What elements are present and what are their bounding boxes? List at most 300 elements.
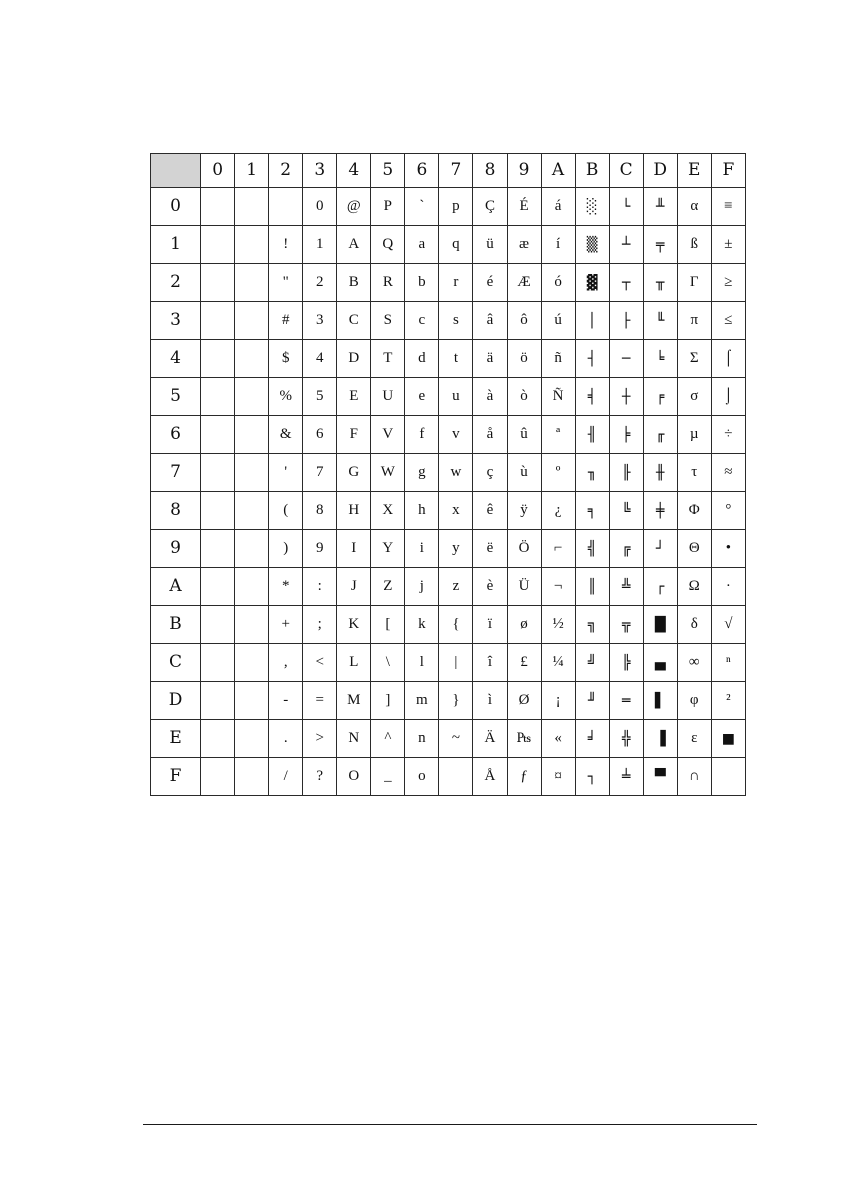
char-cell: ¿	[541, 492, 575, 530]
char-cell: ∩	[677, 758, 711, 796]
char-cell: 7	[303, 454, 337, 492]
char-cell: E	[337, 378, 371, 416]
char-cell: σ	[677, 378, 711, 416]
char-cell: ▐	[643, 720, 677, 758]
char-cell: ì	[473, 682, 507, 720]
char-cell	[201, 226, 235, 264]
char-cell: ê	[473, 492, 507, 530]
char-cell: I	[337, 530, 371, 568]
char-cell: æ	[507, 226, 541, 264]
column-header: C	[609, 154, 643, 188]
char-cell: :	[303, 568, 337, 606]
char-cell: 0	[303, 188, 337, 226]
char-cell: ╝	[575, 644, 609, 682]
char-cell: ÷	[711, 416, 745, 454]
char-cell: â	[473, 302, 507, 340]
char-cell: ╢	[575, 416, 609, 454]
char-cell: F	[337, 416, 371, 454]
char-cell	[201, 644, 235, 682]
char-cell: ú	[541, 302, 575, 340]
character-set-table	[150, 153, 746, 796]
char-cell: ]	[371, 682, 405, 720]
char-cell: _	[371, 758, 405, 796]
char-cell: ▀	[643, 758, 677, 796]
char-cell: J	[337, 568, 371, 606]
char-cell: 3	[303, 302, 337, 340]
column-header: 8	[473, 154, 507, 188]
row-header: D	[151, 682, 201, 720]
char-cell: è	[473, 568, 507, 606]
row-header: 5	[151, 378, 201, 416]
char-cell: •	[711, 530, 745, 568]
char-cell	[235, 568, 269, 606]
char-cell: ⌐	[541, 530, 575, 568]
char-cell: {	[439, 606, 473, 644]
char-cell: #	[269, 302, 303, 340]
char-cell: |	[439, 644, 473, 682]
row-header: E	[151, 720, 201, 758]
char-cell: ╞	[609, 416, 643, 454]
char-cell: ÿ	[507, 492, 541, 530]
table-row	[151, 188, 746, 226]
char-cell: d	[405, 340, 439, 378]
char-cell: ^	[371, 720, 405, 758]
char-cell: ƒ	[507, 758, 541, 796]
column-header: 6	[405, 154, 439, 188]
char-cell: Å	[473, 758, 507, 796]
char-cell: K	[337, 606, 371, 644]
char-cell: û	[507, 416, 541, 454]
char-cell: 8	[303, 492, 337, 530]
char-cell: ¡	[541, 682, 575, 720]
column-header: 1	[235, 154, 269, 188]
char-cell: >	[303, 720, 337, 758]
char-cell: %	[269, 378, 303, 416]
table-row	[151, 758, 746, 796]
char-cell: o	[405, 758, 439, 796]
char-cell: ╙	[643, 302, 677, 340]
char-cell: ò	[507, 378, 541, 416]
char-cell	[235, 226, 269, 264]
row-header: C	[151, 644, 201, 682]
char-cell: ß	[677, 226, 711, 264]
row-header: 6	[151, 416, 201, 454]
char-cell: └	[609, 188, 643, 226]
table-row	[151, 226, 746, 264]
char-cell	[201, 188, 235, 226]
char-cell: Γ	[677, 264, 711, 302]
table-row	[151, 606, 746, 644]
char-cell: y	[439, 530, 473, 568]
column-header: 5	[371, 154, 405, 188]
column-header: 2	[269, 154, 303, 188]
char-cell: ∞	[677, 644, 711, 682]
char-cell: "	[269, 264, 303, 302]
char-cell: f	[405, 416, 439, 454]
char-cell: π	[677, 302, 711, 340]
char-cell: Θ	[677, 530, 711, 568]
char-cell: ╟	[609, 454, 643, 492]
char-cell: 1	[303, 226, 337, 264]
char-cell: ╗	[575, 606, 609, 644]
char-cell: ┬	[609, 264, 643, 302]
char-cell: Y	[371, 530, 405, 568]
char-cell: τ	[677, 454, 711, 492]
char-cell: °	[711, 492, 745, 530]
char-cell: │	[575, 302, 609, 340]
char-cell: e	[405, 378, 439, 416]
char-cell: L	[337, 644, 371, 682]
char-cell: ≈	[711, 454, 745, 492]
char-cell: ╨	[643, 188, 677, 226]
char-cell	[201, 682, 235, 720]
char-cell: ₧	[507, 720, 541, 758]
char-cell: g	[405, 454, 439, 492]
char-cell: +	[269, 606, 303, 644]
char-cell: ╧	[609, 758, 643, 796]
char-cell	[235, 340, 269, 378]
char-cell: ó	[541, 264, 575, 302]
char-cell: ╜	[575, 682, 609, 720]
char-cell: ╓	[643, 416, 677, 454]
char-cell: )	[269, 530, 303, 568]
char-cell: P	[371, 188, 405, 226]
char-cell: (	[269, 492, 303, 530]
char-cell: ~	[439, 720, 473, 758]
char-cell: T	[371, 340, 405, 378]
char-cell	[235, 264, 269, 302]
char-cell	[235, 492, 269, 530]
char-cell	[201, 454, 235, 492]
char-cell: ╒	[643, 378, 677, 416]
column-header: B	[575, 154, 609, 188]
char-cell	[201, 340, 235, 378]
char-cell	[235, 454, 269, 492]
row-header: F	[151, 758, 201, 796]
char-cell	[201, 492, 235, 530]
char-cell: S	[371, 302, 405, 340]
char-cell: -	[269, 682, 303, 720]
column-header: A	[541, 154, 575, 188]
char-cell: ä	[473, 340, 507, 378]
char-cell	[201, 606, 235, 644]
char-cell: }	[439, 682, 473, 720]
char-cell: .	[269, 720, 303, 758]
column-header: 4	[337, 154, 371, 188]
char-cell: D	[337, 340, 371, 378]
char-cell: ╘	[643, 340, 677, 378]
char-cell: ┼	[609, 378, 643, 416]
char-cell	[235, 302, 269, 340]
char-cell	[235, 606, 269, 644]
char-cell: W	[371, 454, 405, 492]
char-cell: «	[541, 720, 575, 758]
char-cell: δ	[677, 606, 711, 644]
char-cell: ┤	[575, 340, 609, 378]
char-cell	[235, 416, 269, 454]
char-cell: ≡	[711, 188, 745, 226]
corner-cell	[151, 154, 201, 188]
char-cell: ≥	[711, 264, 745, 302]
char-cell: v	[439, 416, 473, 454]
char-cell: ;	[303, 606, 337, 644]
char-cell: x	[439, 492, 473, 530]
char-cell: ╠	[609, 644, 643, 682]
row-header: 9	[151, 530, 201, 568]
table-row	[151, 378, 746, 416]
row-header: 3	[151, 302, 201, 340]
char-cell: /	[269, 758, 303, 796]
row-header: 1	[151, 226, 201, 264]
char-cell: µ	[677, 416, 711, 454]
char-cell: ╕	[575, 492, 609, 530]
char-cell: ╡	[575, 378, 609, 416]
char-cell: m	[405, 682, 439, 720]
char-cell: ²	[711, 682, 745, 720]
char-cell: <	[303, 644, 337, 682]
char-cell: º	[541, 454, 575, 492]
table-row	[151, 340, 746, 378]
char-cell: É	[507, 188, 541, 226]
table-row	[151, 644, 746, 682]
char-cell: \	[371, 644, 405, 682]
char-cell: ½	[541, 606, 575, 644]
char-cell	[235, 188, 269, 226]
char-cell	[439, 758, 473, 796]
char-cell: ░	[575, 188, 609, 226]
table-row	[151, 568, 746, 606]
char-cell: $	[269, 340, 303, 378]
column-header: E	[677, 154, 711, 188]
char-cell: ù	[507, 454, 541, 492]
char-cell: A	[337, 226, 371, 264]
char-cell: Q	[371, 226, 405, 264]
char-cell: ╦	[609, 606, 643, 644]
row-header: B	[151, 606, 201, 644]
char-cell: ╫	[643, 454, 677, 492]
char-cell: ═	[609, 682, 643, 720]
footer-rule	[143, 1124, 757, 1125]
char-cell: ╬	[609, 720, 643, 758]
char-cell: c	[405, 302, 439, 340]
char-cell: M	[337, 682, 371, 720]
char-cell: 2	[303, 264, 337, 302]
row-header: 8	[151, 492, 201, 530]
char-cell	[269, 188, 303, 226]
char-cell: Ñ	[541, 378, 575, 416]
char-cell	[201, 416, 235, 454]
char-cell: ⌠	[711, 340, 745, 378]
char-cell: ╔	[609, 530, 643, 568]
column-header: 7	[439, 154, 473, 188]
column-header: 9	[507, 154, 541, 188]
char-cell: ô	[507, 302, 541, 340]
char-cell: ·	[711, 568, 745, 606]
char-cell: ╥	[643, 264, 677, 302]
char-cell: í	[541, 226, 575, 264]
char-cell: Z	[371, 568, 405, 606]
char-cell: ╩	[609, 568, 643, 606]
char-cell	[235, 758, 269, 796]
char-cell: R	[371, 264, 405, 302]
char-cell: n	[405, 720, 439, 758]
char-cell: H	[337, 492, 371, 530]
char-cell: ■	[711, 720, 745, 758]
char-cell: @	[337, 188, 371, 226]
row-header: 2	[151, 264, 201, 302]
char-cell: u	[439, 378, 473, 416]
char-cell: [	[371, 606, 405, 644]
row-header: 7	[151, 454, 201, 492]
char-cell: á	[541, 188, 575, 226]
char-cell: 5	[303, 378, 337, 416]
char-cell: √	[711, 606, 745, 644]
char-cell	[235, 378, 269, 416]
char-cell: à	[473, 378, 507, 416]
char-cell: U	[371, 378, 405, 416]
char-cell: ╛	[575, 720, 609, 758]
column-header-row	[151, 154, 746, 188]
char-cell: î	[473, 644, 507, 682]
char-cell: 9	[303, 530, 337, 568]
char-cell: Ω	[677, 568, 711, 606]
char-cell: Ö	[507, 530, 541, 568]
char-cell: å	[473, 416, 507, 454]
table-row	[151, 264, 746, 302]
char-cell: a	[405, 226, 439, 264]
char-cell: ç	[473, 454, 507, 492]
table-row	[151, 302, 746, 340]
char-cell: N	[337, 720, 371, 758]
char-cell: ë	[473, 530, 507, 568]
char-cell: j	[405, 568, 439, 606]
table-row	[151, 492, 746, 530]
char-cell: G	[337, 454, 371, 492]
char-cell: ╚	[609, 492, 643, 530]
char-cell: '	[269, 454, 303, 492]
table-row	[151, 720, 746, 758]
char-cell: ╤	[643, 226, 677, 264]
char-cell: !	[269, 226, 303, 264]
char-cell	[235, 682, 269, 720]
char-cell: *	[269, 568, 303, 606]
char-cell: q	[439, 226, 473, 264]
char-cell: ┌	[643, 568, 677, 606]
table-row	[151, 416, 746, 454]
char-cell: s	[439, 302, 473, 340]
char-cell: ─	[609, 340, 643, 378]
char-cell: Ä	[473, 720, 507, 758]
char-cell: C	[337, 302, 371, 340]
char-cell: ▌	[643, 682, 677, 720]
char-cell: z	[439, 568, 473, 606]
char-cell: V	[371, 416, 405, 454]
char-cell: α	[677, 188, 711, 226]
char-cell: l	[405, 644, 439, 682]
char-cell: t	[439, 340, 473, 378]
char-cell: Ü	[507, 568, 541, 606]
char-cell: ⁿ	[711, 644, 745, 682]
char-cell: &	[269, 416, 303, 454]
table-row	[151, 682, 746, 720]
char-cell: =	[303, 682, 337, 720]
char-cell: ¤	[541, 758, 575, 796]
char-cell: ├	[609, 302, 643, 340]
char-cell	[201, 530, 235, 568]
char-cell	[235, 720, 269, 758]
column-header: 3	[303, 154, 337, 188]
char-cell: O	[337, 758, 371, 796]
table-row	[151, 454, 746, 492]
char-cell: ¼	[541, 644, 575, 682]
char-cell: £	[507, 644, 541, 682]
char-cell: 4	[303, 340, 337, 378]
char-cell	[201, 720, 235, 758]
char-cell: ╪	[643, 492, 677, 530]
char-cell: ö	[507, 340, 541, 378]
row-header: 4	[151, 340, 201, 378]
char-cell	[711, 758, 745, 796]
char-cell: ≤	[711, 302, 745, 340]
char-cell	[201, 758, 235, 796]
char-cell: Æ	[507, 264, 541, 302]
char-cell	[201, 264, 235, 302]
char-cell: Φ	[677, 492, 711, 530]
char-cell: ┴	[609, 226, 643, 264]
char-cell: `	[405, 188, 439, 226]
table-row	[151, 530, 746, 568]
char-cell: ▒	[575, 226, 609, 264]
char-cell: ø	[507, 606, 541, 644]
column-header: 0	[201, 154, 235, 188]
char-cell: ║	[575, 568, 609, 606]
char-cell: █	[643, 606, 677, 644]
char-cell: w	[439, 454, 473, 492]
char-cell	[235, 644, 269, 682]
char-cell: ,	[269, 644, 303, 682]
char-cell: ñ	[541, 340, 575, 378]
char-cell: ╖	[575, 454, 609, 492]
char-cell: h	[405, 492, 439, 530]
char-cell: ┐	[575, 758, 609, 796]
column-header: D	[643, 154, 677, 188]
char-cell: ¬	[541, 568, 575, 606]
char-cell	[201, 302, 235, 340]
char-cell: X	[371, 492, 405, 530]
column-header: F	[711, 154, 745, 188]
char-cell: ε	[677, 720, 711, 758]
char-cell: r	[439, 264, 473, 302]
char-cell: p	[439, 188, 473, 226]
char-cell: ┘	[643, 530, 677, 568]
char-cell: b	[405, 264, 439, 302]
char-cell: ▓	[575, 264, 609, 302]
char-cell: B	[337, 264, 371, 302]
char-cell: i	[405, 530, 439, 568]
char-cell: φ	[677, 682, 711, 720]
char-cell: ╣	[575, 530, 609, 568]
char-cell	[201, 378, 235, 416]
char-cell: Ç	[473, 188, 507, 226]
char-cell: k	[405, 606, 439, 644]
char-cell: ▄	[643, 644, 677, 682]
char-cell: ï	[473, 606, 507, 644]
char-cell: ?	[303, 758, 337, 796]
char-cell: Σ	[677, 340, 711, 378]
char-cell	[201, 568, 235, 606]
char-cell: ª	[541, 416, 575, 454]
char-cell: ±	[711, 226, 745, 264]
